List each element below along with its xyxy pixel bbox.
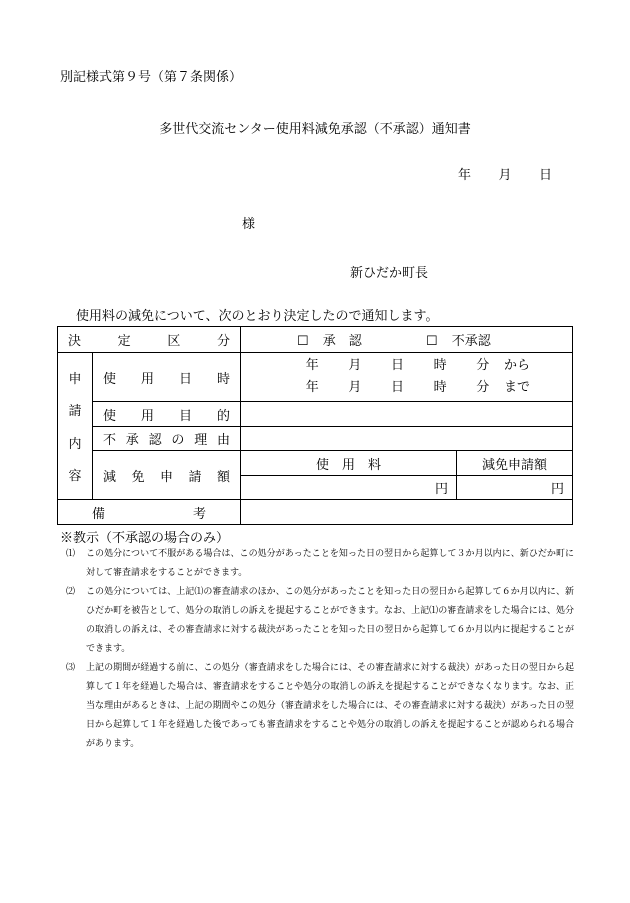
decision-options-cell <box>241 327 573 353</box>
label-char: 由 <box>216 433 230 448</box>
dt-year: 年 <box>305 380 319 395</box>
date-year: 年 <box>458 168 472 183</box>
exempt-amount-cell <box>457 451 573 500</box>
yen-unit: 円 <box>434 482 448 497</box>
note-number: ⑵ <box>66 587 76 597</box>
usage-datetime-value[interactable] <box>241 353 573 402</box>
purpose-label <box>93 402 241 427</box>
side-label-char: 請 <box>68 404 82 420</box>
label-char: 備 <box>92 506 106 522</box>
side-label-char: 申 <box>68 371 82 387</box>
label-char: 免 <box>131 469 145 485</box>
decision-label-char: 区 <box>167 334 181 349</box>
decision-label-char: 決 <box>68 334 82 349</box>
note-text: この処分については、上記⑴の審査請求のほか、この処分があったことを知った日の翌日から起算して６か月以内に、新ひだか町を被告として、処分の取消しの訴えを提起することができます。なお、上記⑴の審査請求をした場合には、処分の取消しの訴えは、その審査請求に対する裁決があったことを知った日の翌日から起算して６か月以内に提起することができます。 <box>86 587 574 654</box>
reject-checkbox[interactable]: ☐ <box>425 334 438 349</box>
label-char: の <box>171 433 185 448</box>
dt-year: 年 <box>305 358 319 373</box>
approve-checkbox[interactable]: ☐ <box>297 334 309 349</box>
application-side-label <box>58 353 93 500</box>
reject-reason-label <box>93 427 241 451</box>
note-item <box>60 583 574 659</box>
label-char: 不 <box>103 433 117 448</box>
yen-unit: 円 <box>551 482 565 497</box>
label-char: 減 <box>103 469 117 485</box>
note-text: この処分について不服がある場合は、この処分があったことを知った日の翌日から起算して３か月以内に、新ひだか町に対して審査請求をすることができます。 <box>86 549 574 578</box>
label-char: 考 <box>192 506 206 522</box>
label-char: 使 <box>103 408 117 424</box>
label-char: 額 <box>216 469 230 485</box>
form-reference: 別記様式第９号（第７条関係） <box>60 70 243 85</box>
label-char: 目 <box>178 408 192 424</box>
label-char: 請 <box>188 469 202 485</box>
label-char: 認 <box>148 433 162 448</box>
exempt-amount-header: 減免申請額 <box>457 451 572 476</box>
dt-hour: 時 <box>433 358 447 373</box>
note-item <box>60 659 574 754</box>
note-number: ⑶ <box>66 663 76 673</box>
label-char: 理 <box>194 433 208 448</box>
remarks-label <box>58 500 241 525</box>
datetime-to-row <box>241 377 572 399</box>
date-month: 月 <box>498 168 512 183</box>
dt-day: 日 <box>390 380 404 395</box>
decision-label-char: 分 <box>216 334 230 349</box>
date-line <box>458 164 552 183</box>
date-day: 日 <box>538 168 552 183</box>
side-label-char: 内 <box>68 436 82 452</box>
label-char: 時 <box>216 371 230 387</box>
dt-to-suffix: まで <box>504 380 531 395</box>
label-char: 的 <box>216 408 230 424</box>
exemption-amount-label <box>93 451 241 500</box>
label-char: 承 <box>125 433 139 448</box>
reject-label: 不承認 <box>451 334 491 349</box>
dt-month: 月 <box>348 358 362 373</box>
usage-fee-header: 使 用 料 <box>241 451 456 476</box>
label-char: 申 <box>159 469 173 485</box>
intro-text: 使用料の減免について、次のとおり決定したので通知します。 <box>76 309 439 324</box>
side-label-char: 容 <box>68 469 82 485</box>
label-char: 用 <box>140 408 154 424</box>
label-char: 日 <box>178 371 192 387</box>
usage-fee-cell <box>241 451 457 500</box>
dt-hour: 時 <box>433 380 447 395</box>
note-text: 上記の期間が経過する前に、この処分（審査請求をした場合には、その審査請求に対する裁決）があった日の翌日から起算して１年を経過した場合は、審査請求をすることや処分の取消しの訴えを提起することができなくなります。なお、正当な理由があるときは、上記の期間やこの処分（審査請求をした場合には、その審査請求に対する裁決）があった日の翌日から起算して１年を経過した後であっても審査請求をすることや処分の取消しの訴えを提起することが認められる場合があります。 <box>86 663 574 749</box>
notes-list <box>60 545 574 754</box>
dt-from-suffix: から <box>504 358 531 373</box>
decision-label-char: 定 <box>117 334 131 349</box>
issuer: 新ひだか町長 <box>350 266 429 281</box>
purpose-value[interactable] <box>241 402 573 427</box>
usage-fee-value[interactable] <box>241 476 456 499</box>
decision-label-cell <box>58 327 241 353</box>
usage-datetime-label <box>93 353 241 402</box>
datetime-from-row <box>241 355 572 377</box>
dt-month: 月 <box>348 380 362 395</box>
decision-table <box>57 326 573 525</box>
dt-minute: 分 <box>476 358 490 373</box>
approve-label: 承 認 <box>322 334 362 349</box>
exempt-amount-value[interactable] <box>457 476 572 499</box>
remarks-value[interactable] <box>241 500 573 525</box>
label-char: 用 <box>140 371 154 387</box>
document-title: 多世代交流センター使用料減免承認（不承認）通知書 <box>159 122 471 137</box>
notes-heading: ※教示（不承認の場合のみ） <box>60 531 230 546</box>
note-item <box>60 545 574 583</box>
reject-reason-value[interactable] <box>241 427 573 451</box>
note-number: ⑴ <box>66 549 76 559</box>
dt-day: 日 <box>390 358 404 373</box>
addressee-suffix: 様 <box>242 217 256 232</box>
label-char: 使 <box>103 371 117 387</box>
dt-minute: 分 <box>476 380 490 395</box>
